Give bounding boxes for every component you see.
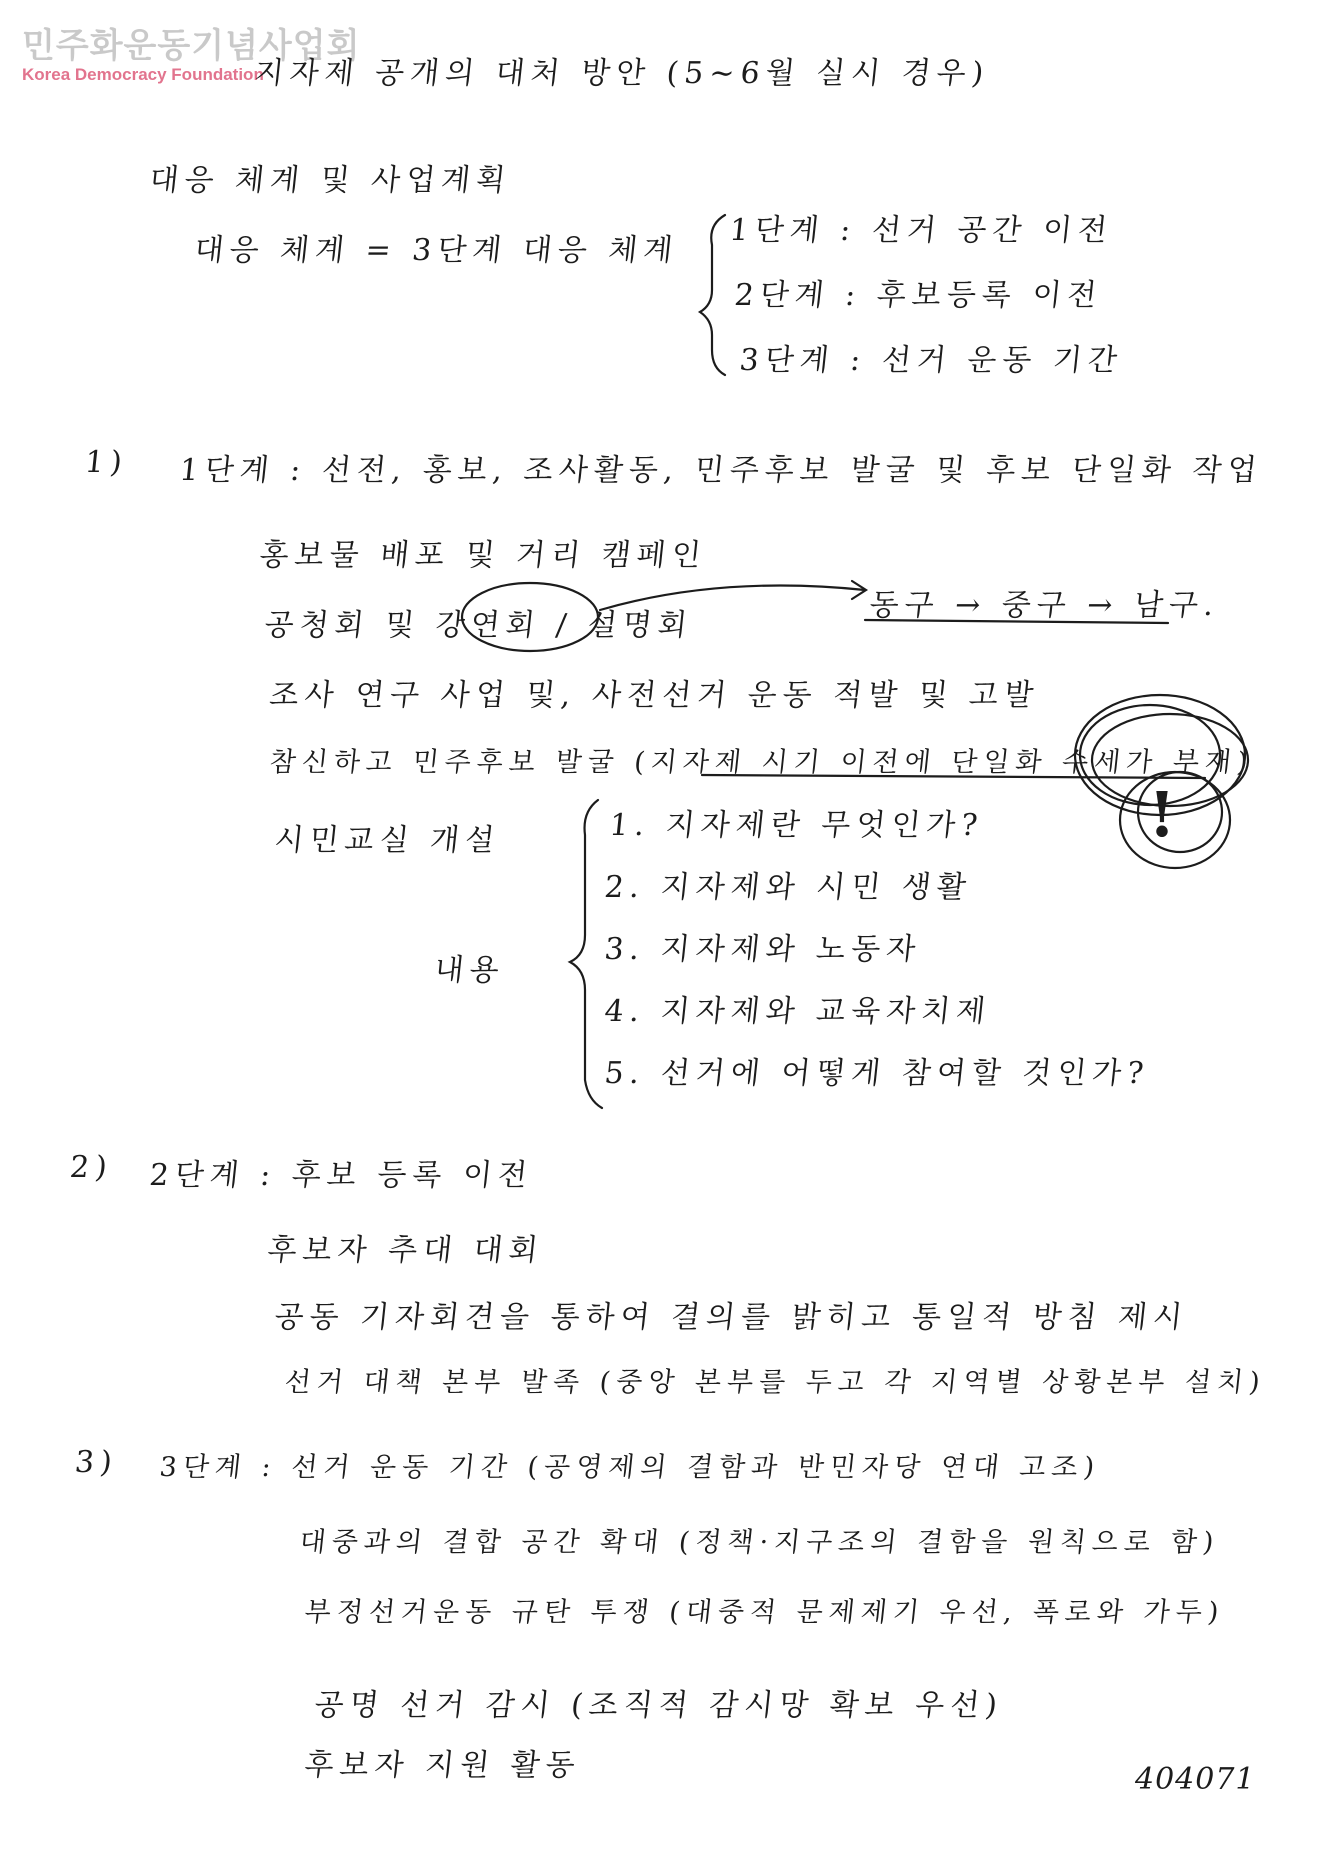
system-stage-2: 2단계 : 후보등록 이전 <box>732 278 1105 313</box>
stage3-item: 부정선거운동 규탄 투쟁 (대중적 문제제기 우선, 폭로와 가두) <box>303 1597 1227 1628</box>
logo-korean: 민주화운동기념사업회 <box>22 26 361 66</box>
curriculum-item: 1. 지자제란 무엇인가? <box>607 808 986 843</box>
page-stamp-number: 404071 <box>1135 1762 1256 1797</box>
stage2-item: 공동 기자회견을 통하여 결의를 밝히고 통일적 방침 제시 <box>272 1300 1190 1335</box>
section-heading: 대응 체계 및 사업계획 <box>147 163 513 198</box>
stage2-heading: 2단계 : 후보 등록 이전 <box>147 1158 535 1193</box>
stage3-item: 후보자 지원 활동 <box>302 1748 583 1783</box>
stage1-item: 공청회 및 강연회 / 설명회 <box>262 608 695 643</box>
stage1-item: 시민교실 개설 <box>272 823 502 858</box>
stage2-item: 후보자 추대 대회 <box>265 1233 546 1268</box>
curriculum-item: 4. 지자제와 교육자치제 <box>602 994 993 1029</box>
exclamation-mark: ! <box>1148 778 1176 851</box>
stage3-heading: 3단계 : 선거 운동 기간 (공영제의 결함과 반민자당 연대 고조) <box>158 1452 1102 1483</box>
stage3-number: 3) <box>73 1445 120 1480</box>
response-system-label: 대응 체계 = 3단계 대응 체계 <box>192 233 681 268</box>
system-stage-3: 3단계 : 선거 운동 기간 <box>737 343 1125 378</box>
document-title: 지자제 공개의 대처 방안 (5~6월 실시 경우) <box>252 56 992 91</box>
stage1-item: 참신하고 민주후보 발굴 (지자제 시기 이전에 단일화 수세가 부재) <box>268 747 1256 778</box>
system-stage-1: 1단계 : 선거 공간 이전 <box>727 213 1115 248</box>
curriculum-item: 2. 지자제와 시민 생활 <box>602 870 974 905</box>
stage1-item: 홍보물 배포 및 거리 캠페인 <box>257 538 709 573</box>
stage3-item: 대중과의 결합 공간 확대 (정책·지구조의 결함을 원칙으로 함) <box>298 1527 1222 1558</box>
logo-english: Korea Democracy Foundation <box>22 65 264 84</box>
stage1-number: 1) <box>83 445 130 480</box>
stage1-heading: 1단계 : 선전, 홍보, 조사활동, 민주후보 발굴 및 후보 단일화 작업 <box>177 453 1265 488</box>
stage2-item: 선거 대책 본부 발족 (중앙 본부를 두고 각 지역별 상황본부 설치) <box>283 1367 1268 1398</box>
route-note: 동구 → 중구 → 남구. <box>867 588 1222 623</box>
curriculum-item: 3. 지자제와 노동자 <box>602 932 924 967</box>
stage3-item: 공명 선거 감시 (조직적 감시망 확보 우선) <box>312 1688 1005 1723</box>
stage2-number: 2) <box>68 1150 115 1185</box>
stage1-item: 조사 연구 사업 및, 사전선거 운동 적발 및 고발 <box>267 678 1041 713</box>
curriculum-item: 5. 선거에 어떻게 참여할 것인가? <box>602 1056 1152 1091</box>
content-label: 내용 <box>432 953 507 988</box>
